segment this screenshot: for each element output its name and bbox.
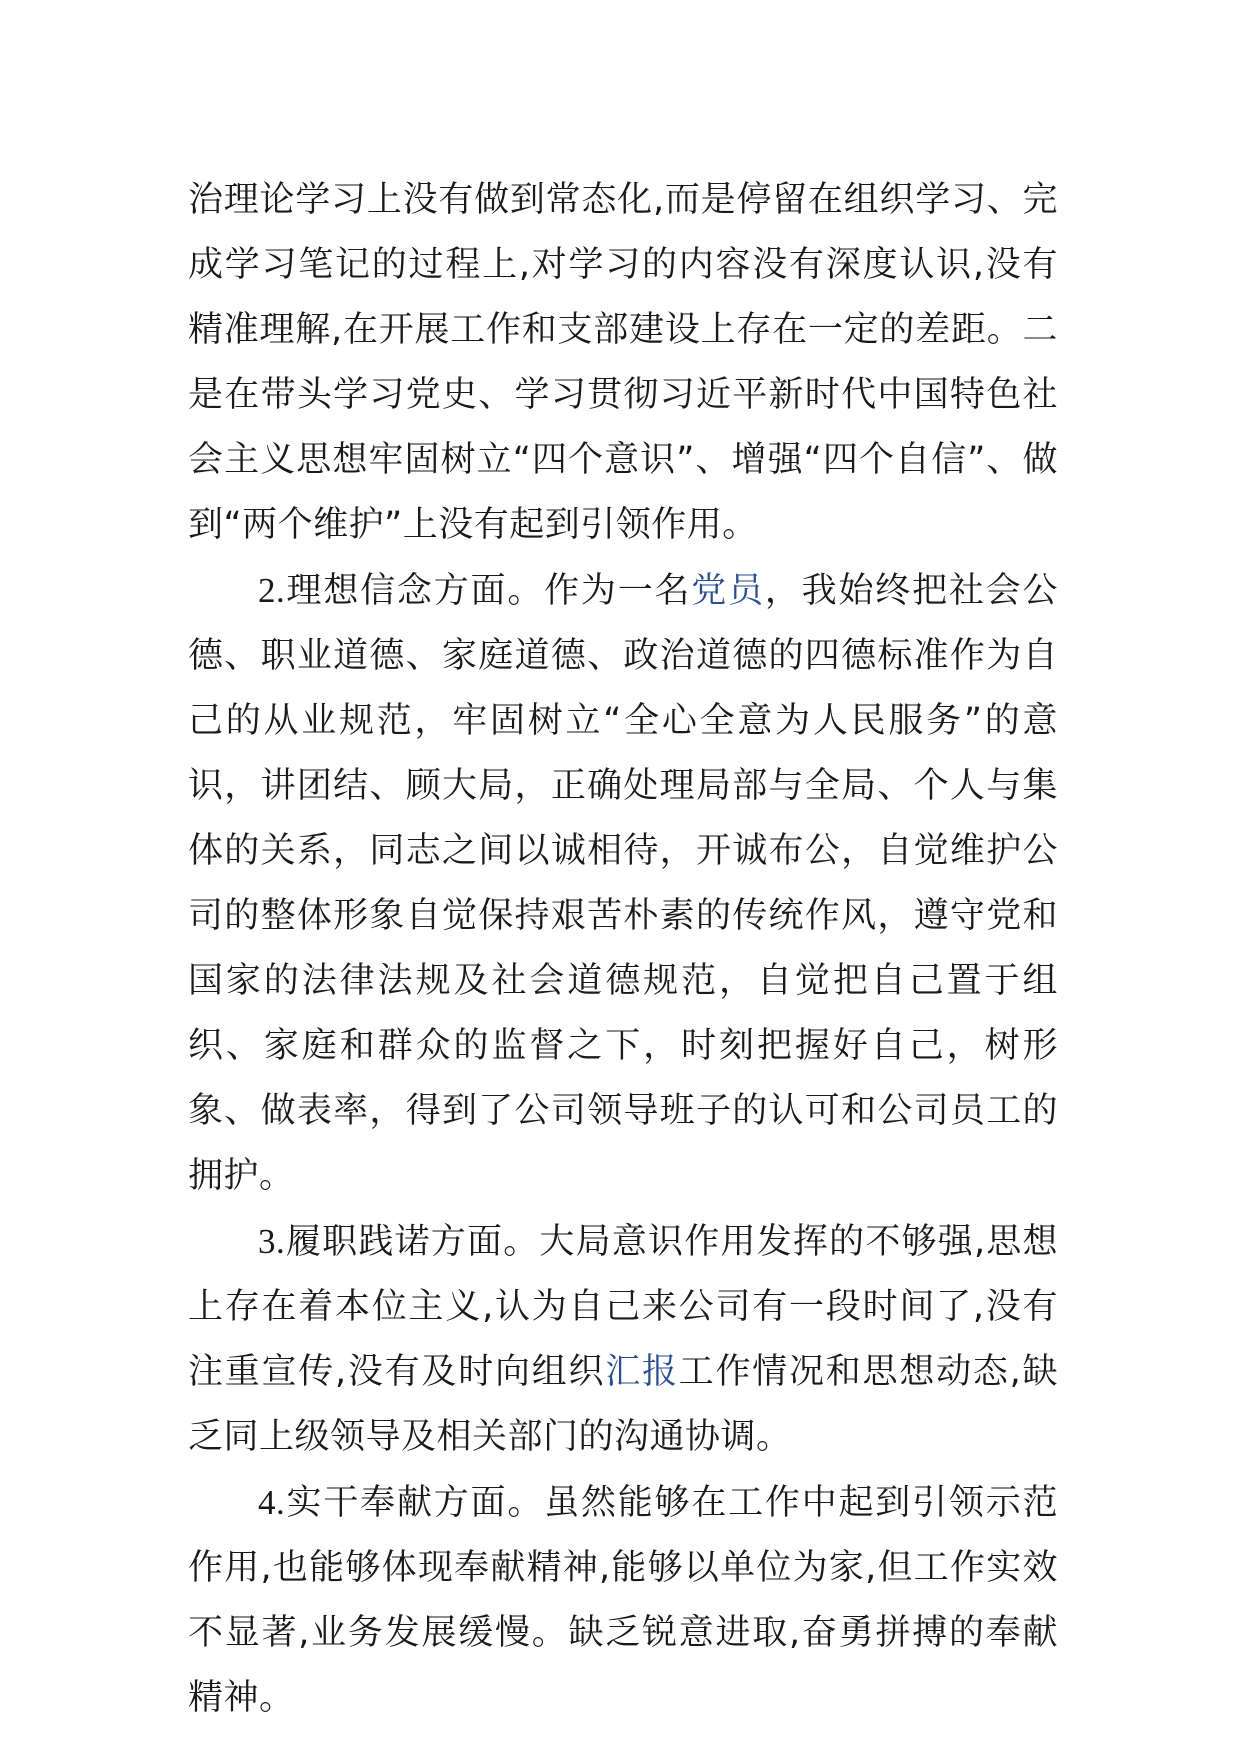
item-number: 3. [258, 1222, 286, 1261]
paragraph-ideals-beliefs [188, 558, 1058, 1209]
paragraph-text: 履职践诺方面。大局意识作用发挥的不够强,思想上存在着本位主义,认为自己来公司有一段时间了,没有注重宣传,没有及时向组织 [188, 1222, 1058, 1392]
paragraph-text: 工作情况和思想动态,缺乏同上级领导及相关部门的沟通协调。 [188, 1352, 1058, 1457]
paragraph-text: ，我始终把社会公德、职业道德、家庭道德、政治道德的四德标准作为自己的从业规范，牢固树立“全心全意为人民服务”的意识，讲团结、顾大局，正确处理局部与全局、个人与集体的关系，同志之间以诚相待，开诚布公，自觉维护公司的整体形象自觉保持艰苦朴素的传统作风，遵守党和国家的法律法规及社会道德规范，自觉把自己置于组织、家庭和群众的监督之下，时刻把握好自己，树形象、做表率，得到了公司领导班子的认可和公司员工的拥护。 [188, 571, 1058, 1196]
item-number: 4. [258, 1483, 286, 1522]
document-body [188, 168, 1058, 1731]
item-number: 2. [258, 571, 286, 610]
paragraph-text: 治理论学习上没有做到常态化,而是停留在组织学习、完成学习笔记的过程上,对学习的内容没有深度认识,没有精准理解,在开展工作和支部建设上存在一定的差距。二是在带头学习党史、学习贯彻习近平新时代中国特色社会主义思想牢固树立“四个意识”、增强“四个自信”、做到“两个维护”上没有起到引领作用。 [188, 180, 1058, 545]
report-link[interactable]: 汇报 [605, 1352, 679, 1392]
paragraph-dedication [188, 1470, 1058, 1731]
paragraph-text: 理想信念方面。作为一名 [285, 571, 692, 611]
paragraph-text: 实干奉献方面。虽然能够在工作中起到引领示范作用,也能够体现奉献精神,能够以单位为家,但工作实效不显著,业务发展缓慢。缺乏锐意进取,奋勇拼搏的奉献精神。 [188, 1483, 1058, 1718]
paragraph-duty-performance [188, 1209, 1058, 1470]
party-member-link[interactable]: 党员 [691, 571, 765, 611]
paragraph-political-study [188, 168, 1058, 558]
